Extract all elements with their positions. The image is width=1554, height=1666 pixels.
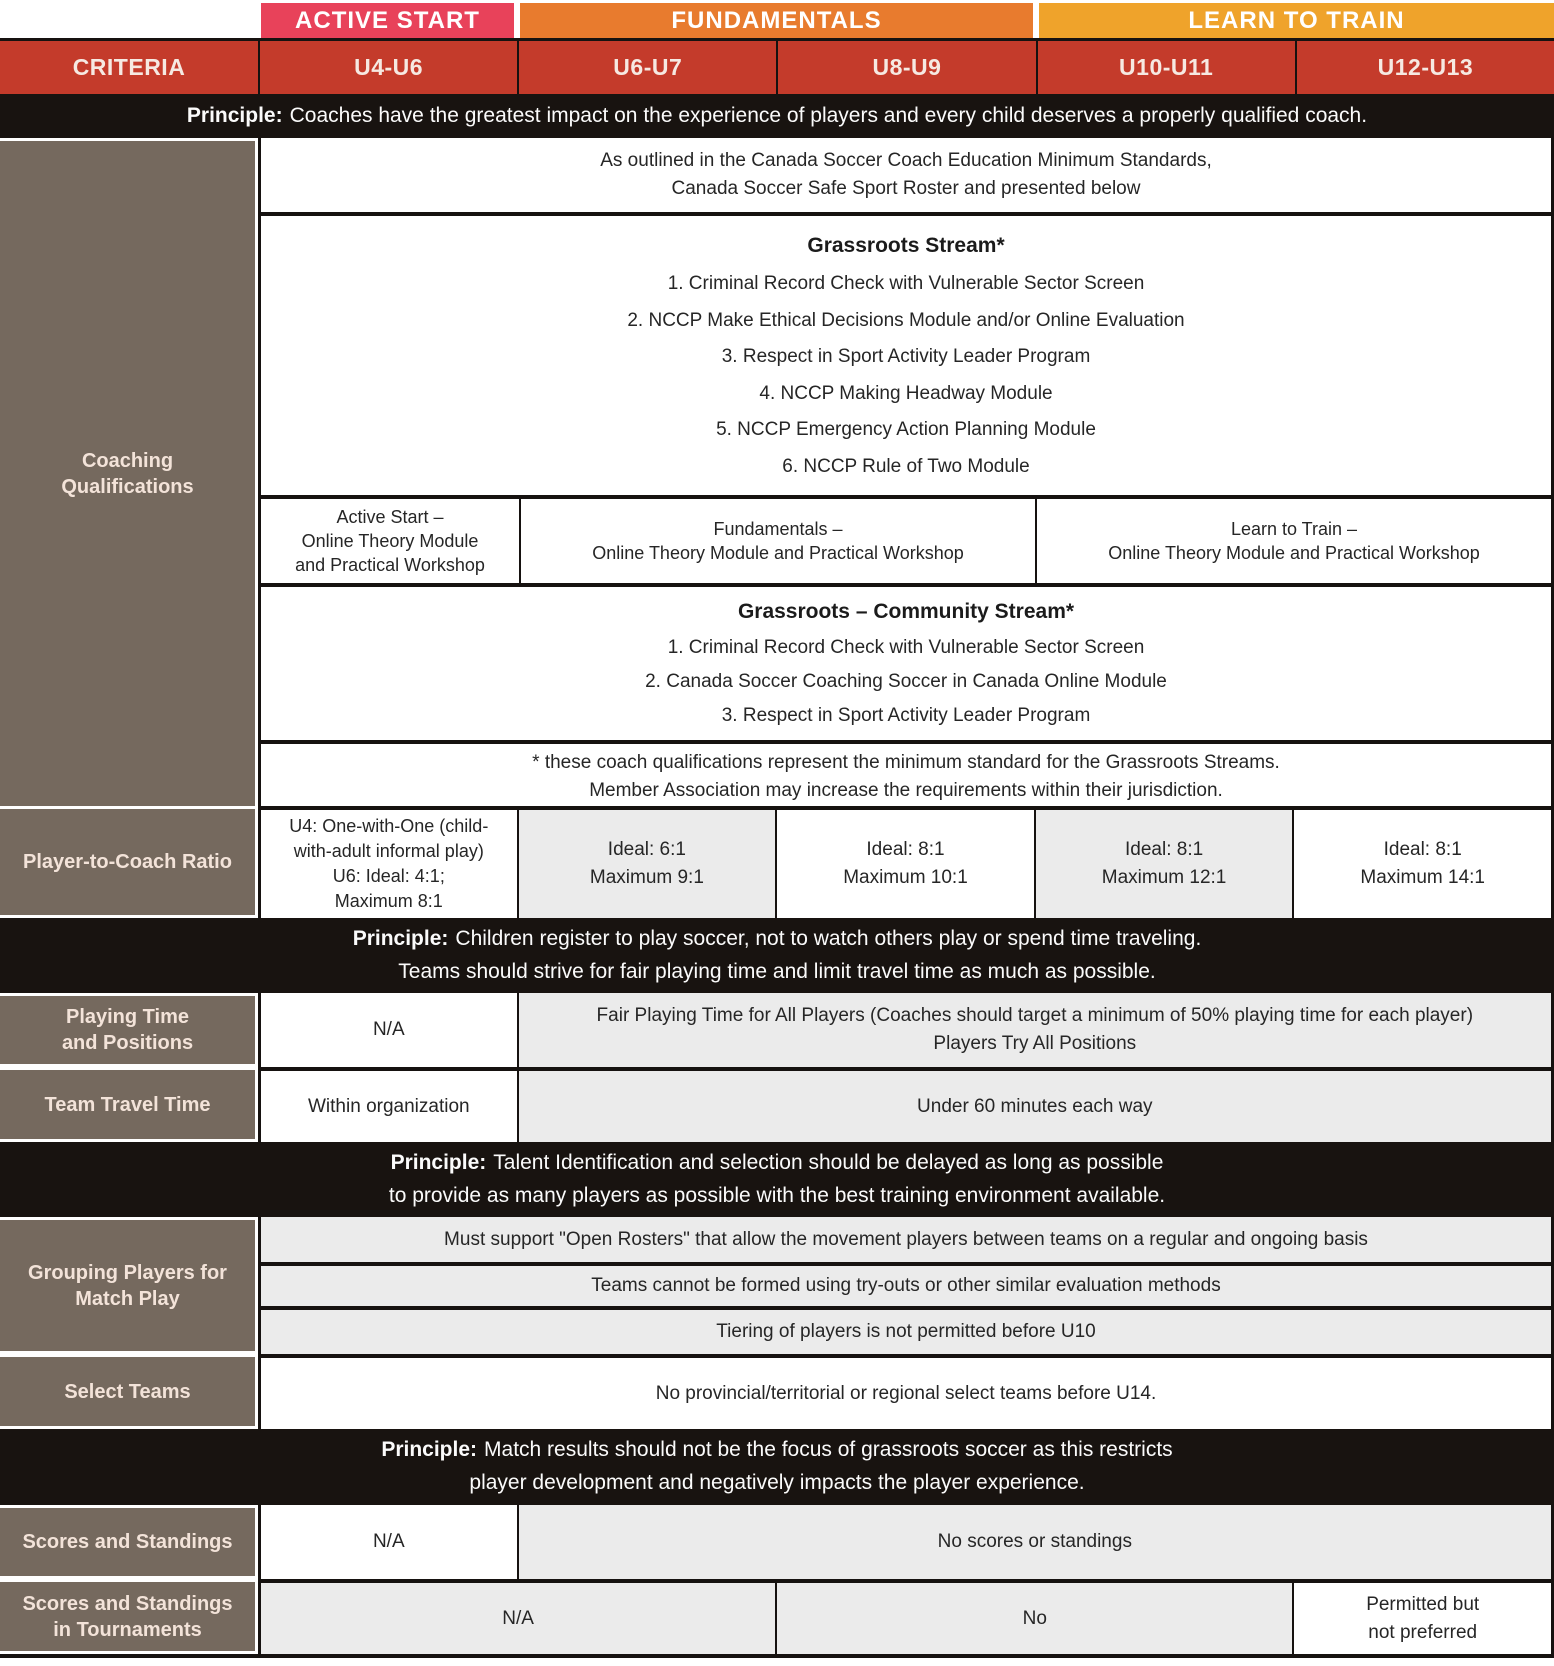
age-header-u4-u6: U4-U6 [258, 41, 517, 94]
list-item: 4. NCCP Making Headway Module [759, 382, 1053, 404]
list-item: 3. Respect in Sport Activity Leader Program [721, 346, 1091, 368]
row-scores-tournaments [0, 1579, 1554, 1654]
list-item: 6. NCCP Rule of Two Module [782, 455, 1030, 477]
cell-no-tryouts: Teams cannot be formed using try-outs or other similar evaluation methods [261, 1262, 1551, 1306]
stage-header-spacer [0, 0, 258, 38]
stage-header-active-start: ACTIVE START [261, 3, 514, 38]
ratio-cell-u8-u9: Ideal: 8:1 Maximum 10:1 [775, 806, 1034, 918]
list-item: 2. Canada Soccer Coaching Soccer in Canada Online Module [645, 671, 1167, 693]
row-label-select-teams: Select Teams [0, 1357, 255, 1426]
cell-tournaments-permitted: Permitted but not preferred [1292, 1579, 1551, 1654]
row-label-playing-time: Playing Time and Positions [0, 996, 255, 1064]
principle-label: Principle: [381, 1438, 478, 1462]
age-header-u12-u13: U12-U13 [1295, 41, 1554, 94]
stage-header-learn-to-train: LEARN TO TRAIN [1039, 3, 1554, 38]
principle-text: Coaches have the greatest impact on the experience of players and every child deserves a properly qualified coach. [289, 103, 1368, 127]
criteria-header-label: CRITERIA [72, 54, 186, 80]
cell-open-rosters: Must support "Open Rosters" that allow the movement players between teams on a regular and ongoing basis [261, 1217, 1551, 1262]
cell-tournaments-na: N/A [258, 1579, 775, 1654]
row-label-player-to-coach-ratio: Player-to-Coach Ratio [0, 809, 255, 915]
cell-no-scores: No scores or standings [517, 1505, 1551, 1579]
cell-coach-education-intro: As outlined in the Canada Soccer Coach Education Minimum Standards, Canada Soccer Safe Sport Roster and presented below [600, 150, 1212, 199]
cell-tournaments-no: No [775, 1579, 1292, 1654]
age-header-u10-u11: U10-U11 [1036, 41, 1295, 94]
row-label-coaching-qualifications: Coaching Qualifications [0, 141, 255, 807]
principle-label: Principle: [186, 103, 283, 127]
list-item: 1. Criminal Record Check with Vulnerable Sector Screen [667, 637, 1145, 659]
cell-playing-time-na: N/A [258, 993, 517, 1067]
cell-playing-time-fair: Fair Playing Time for All Players (Coaches should target a minimum of 50% playing time for each player) Players Try All Positions [517, 993, 1551, 1067]
stage-header-band [0, 0, 1554, 38]
row-label-grouping-players: Grouping Players for Match Play [0, 1220, 255, 1351]
cell-active-start-course: Active Start – Online Theory Module and Practical Workshop [295, 506, 485, 576]
list-item: 5. NCCP Emergency Action Planning Module [716, 419, 1096, 441]
cell-learn-to-train-course: Learn to Train – Online Theory Module and Practical Workshop [1035, 499, 1551, 583]
criteria-header-row [0, 38, 1554, 94]
row-coaching-qualifications [0, 138, 1554, 806]
cell-select-teams: No provincial/territorial or regional select teams before U14. [261, 1354, 1551, 1429]
cell-fundamentals-course: Fundamentals – Online Theory Module and Practical Workshop [519, 499, 1035, 583]
cell-travel-under60: Under 60 minutes each way [517, 1067, 1551, 1142]
principle-banner-playing: Principle: Children register to play soccer, not to watch others play or spend time traveling. Teams should strive for fair playing time and limit travel time as much as possible. [0, 918, 1554, 993]
ratio-cell-u12-u13: Ideal: 8:1 Maximum 14:1 [1292, 806, 1551, 918]
row-player-to-coach-ratio [0, 806, 1554, 918]
row-playing-time [0, 993, 1554, 1067]
list-item: 2. NCCP Make Ethical Decisions Module and/or Online Evaluation [627, 309, 1185, 331]
cell-community-stream [261, 583, 1551, 740]
ratio-cell-u4-u6: U4: One-with-One (child- with-adult informal play) U6: Ideal: 4:1; Maximum 8:1 [258, 806, 517, 918]
stage-header-fundamentals: FUNDAMENTALS [520, 3, 1033, 38]
row-team-travel [0, 1067, 1554, 1142]
cell-grassroots-stream [261, 212, 1551, 495]
community-stream-title: Grassroots – Community Stream* [737, 600, 1075, 624]
grassroots-stream-title: Grassroots Stream* [807, 233, 1005, 257]
principle-label: Principle: [352, 926, 449, 950]
principle-banner-results: Principle: Match results should not be the focus of grassroots soccer as this restricts player development and negatively impacts the player experience. [0, 1429, 1554, 1505]
ratio-cell-u10-u11: Ideal: 8:1 Maximum 12:1 [1034, 806, 1293, 918]
list-item: 3. Respect in Sport Activity Leader Program [721, 705, 1091, 727]
cell-scores-na: N/A [258, 1505, 517, 1579]
list-item: 1. Criminal Record Check with Vulnerable Sector Screen [667, 273, 1145, 295]
row-grouping-players [0, 1217, 1554, 1354]
principle-banner-coaching [0, 94, 1554, 138]
principle-banner-talent: Principle: Talent Identification and selection should be delayed as long as possible to provide as many players as possible with the best training environment available. [0, 1142, 1554, 1217]
row-label-scores-tournaments: Scores and Standings in Tournaments [0, 1582, 255, 1651]
age-header-u6-u7: U6-U7 [517, 41, 776, 94]
row-label-team-travel: Team Travel Time [0, 1070, 255, 1139]
cell-no-tiering: Tiering of players is not permitted before U10 [261, 1306, 1551, 1354]
row-scores-standings [0, 1505, 1554, 1579]
ratio-cell-u6-u7: Ideal: 6:1 Maximum 9:1 [517, 806, 776, 918]
row-select-teams [0, 1354, 1554, 1429]
cell-stream-footnote: * these coach qualifications represent the minimum standard for the Grassroots Streams. Member Association may increase the requirements within their jurisdiction. [261, 740, 1551, 810]
principle-label: Principle: [390, 1150, 487, 1174]
age-header-u8-u9: U8-U9 [776, 41, 1035, 94]
table-bottom-border [0, 1654, 1554, 1658]
cell-travel-within: Within organization [258, 1067, 517, 1142]
stream-course-row [261, 495, 1551, 583]
row-label-scores-standings: Scores and Standings [0, 1508, 255, 1576]
